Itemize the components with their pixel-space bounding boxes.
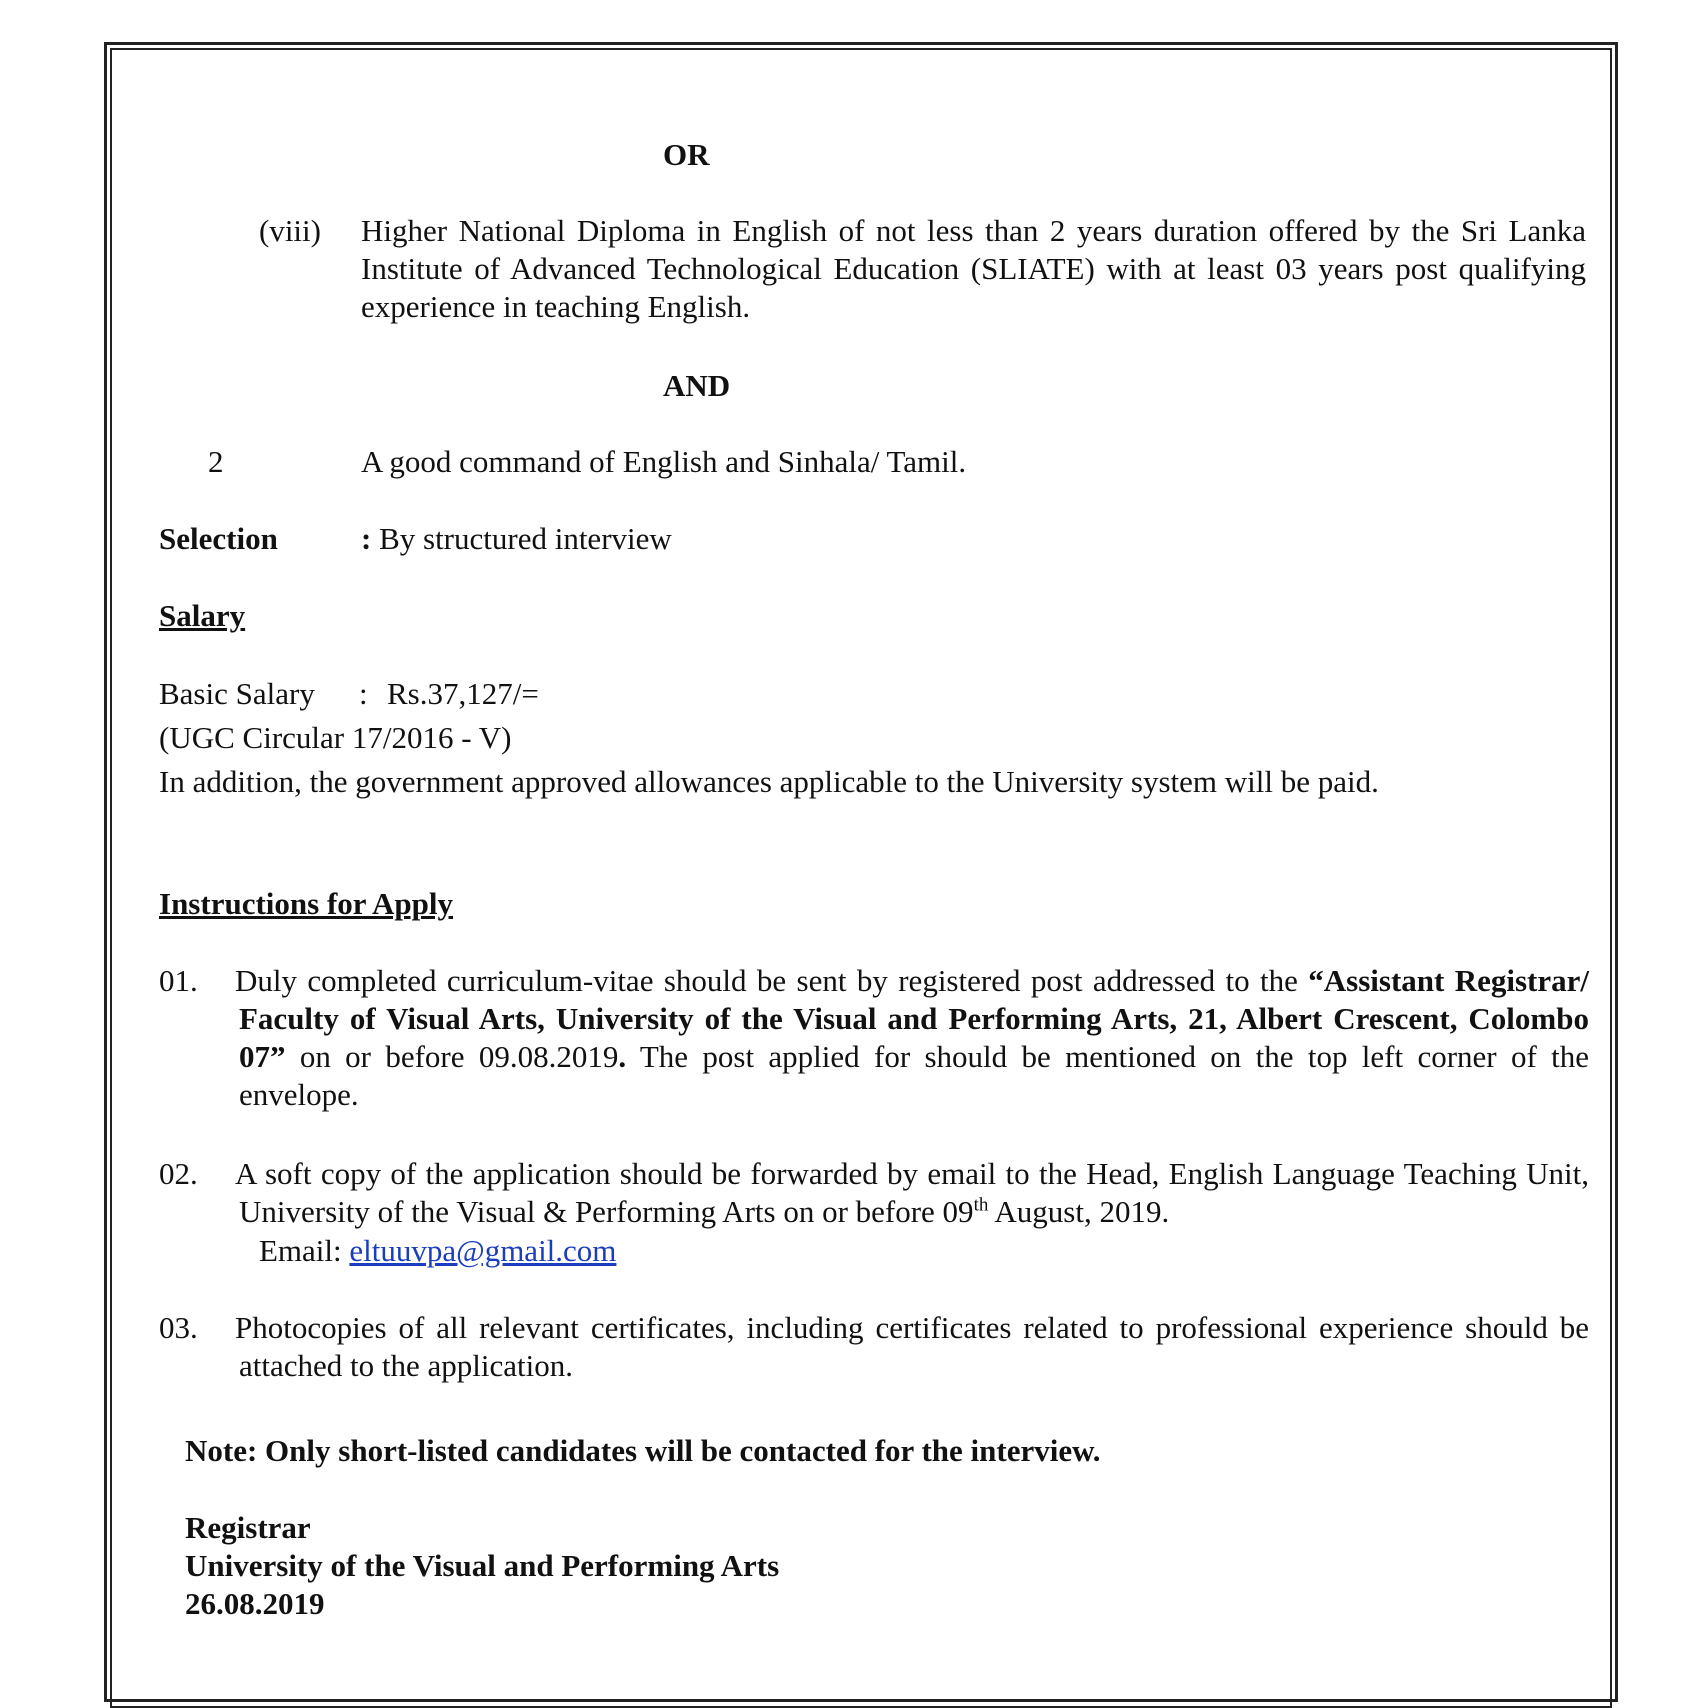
instruction-1-text (235, 962, 1589, 1114)
selection-label: Selection (159, 521, 278, 556)
selection-text: By structured interview (371, 521, 672, 556)
instructions-heading: Instructions for Apply (159, 886, 453, 921)
item-2-text: A good command of English and Sinhala/ Tamil. (361, 444, 967, 479)
item-viii-text: Higher National Diploma in English of not less than 2 years duration offered by the Sri Lanka Institute of Advanced Technological Education (SLIATE) with at least 03 years post qualifying experience in teaching English. (361, 213, 1586, 324)
instruction-1-dot: . (618, 1039, 627, 1074)
and-label: AND (663, 368, 731, 403)
item-viii-number: (viii) (259, 213, 321, 248)
instruction-2-text (235, 1155, 1589, 1231)
instruction-2-text-post: August, 2019. (988, 1194, 1170, 1229)
instruction-2-superscript: th (973, 1194, 989, 1216)
note-text: Note: Only short-listed candidates will be contacted for the interview. (185, 1433, 1101, 1468)
or-label: OR (663, 137, 710, 172)
instruction-1-text-pre: Duly completed curriculum-vitae should be sent by registered post addressed to the (235, 963, 1309, 998)
selection-colon: : (361, 521, 372, 556)
basic-salary-sep: : (359, 676, 368, 711)
instruction-1-deadline: on or before 09.08.2019 (285, 1039, 619, 1074)
allowances-text: In addition, the government approved allowances applicable to the University system will be paid. (159, 764, 1379, 799)
salary-heading: Salary (159, 598, 246, 633)
instruction-2-text-pre: A soft copy of the application should be forwarded by email to the Head, English Language Teaching Unit, University of the Visual & Performing Arts on or before 09 (235, 1156, 1589, 1229)
basic-salary-value: Rs.37,127/= (387, 676, 539, 711)
signature-date: 26.08.2019 (185, 1586, 325, 1621)
email-label: Email: (259, 1233, 350, 1268)
email-line (259, 1232, 616, 1270)
signature-title: Registrar (185, 1510, 311, 1545)
email-link[interactable]: eltuuvpa@gmail.com (349, 1233, 617, 1268)
instruction-1-address: “Assistant Registrar/ Faculty of Visual Arts, University of the Visual and Performing Arts, 21, Albert Crescent, Colombo 07” (239, 963, 1589, 1074)
instruction-1-number: 01. (159, 963, 198, 998)
ugc-circular: (UGC Circular 17/2016 - V) (159, 720, 512, 755)
signature-org: University of the Visual and Performing Arts (185, 1548, 780, 1583)
basic-salary-label: Basic Salary (159, 676, 315, 711)
instruction-3-number: 03. (159, 1310, 198, 1345)
selection-value (361, 520, 672, 558)
item-2-number: 2 (208, 444, 224, 479)
instruction-3-text: Photocopies of all relevant certificates, including certificates related to professional experience should be attached to the application. (235, 1310, 1589, 1383)
instruction-2-number: 02. (159, 1156, 198, 1191)
instruction-1-text-post: The post applied for should be mentioned on the top left corner of the envelope. (239, 1039, 1589, 1112)
